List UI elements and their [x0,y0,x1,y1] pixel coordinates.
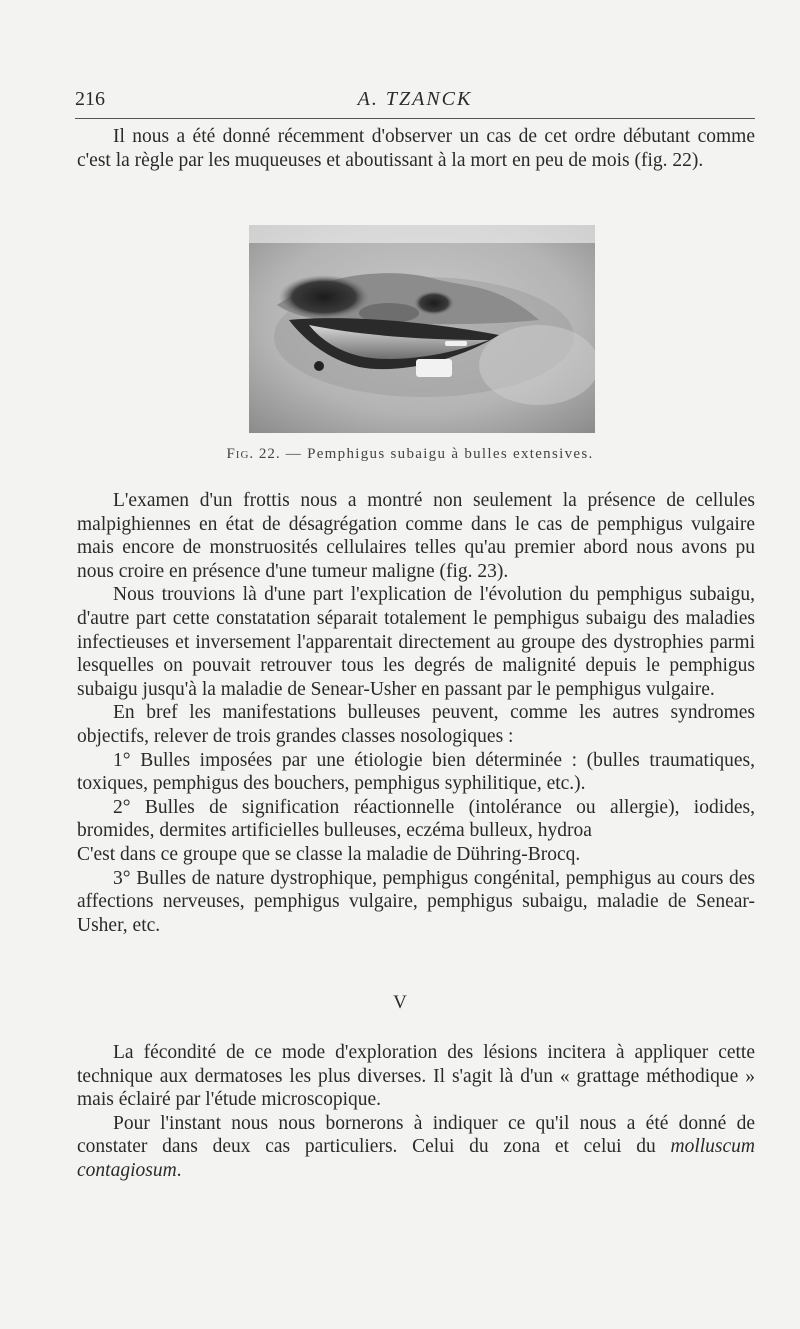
italic-term: molluscum contagiosum [77,1136,755,1181]
paragraph: Nous trouvions là d'une part l'explication de l'évolution du pemphigus subaigu, d'autre part cette constatation séparait totalement le pemphigus subaigu des maladies infectieuses et inversement l'apparentait directement au groupe des dystrophies parmi lesquelles on pouvait retrouver tous les degrés de malignité depuis le pemphigus subaigu jusqu'à la maladie de Senear-Usher en passant par le pemphigus vulgaire. [77,584,755,700]
list-item: 1° Bulles imposées par une étiologie bien déterminée : (bulles traumatiques, toxiques, pemphigus des bouchers, pemphigus syphilitique, etc.). [77,749,755,795]
closing-text [77,1041,755,1183]
caption-dash: — [285,446,303,462]
page-header [75,88,755,119]
paragraph: L'examen d'un frottis nous a montré non seulement la présence de cellules malpighiennes en état de désagrégation comme dans le cas de pemphigus vulgaire mais encore de monstruosités cellulaires telles qu'au premier abord nous avons pu nous croire en présence d'une tumeur maligne (fig. 23). [77,490,755,582]
page-number: 216 [75,88,105,110]
list-item: 3° Bulles de nature dystrophique, pemphigus congénital, pemphigus au cours des affections nerveuses, pemphigus vulgaire, pemphigus subaigu, maladie de Senear-Usher, etc. [77,867,755,936]
figure-photo [249,225,595,433]
running-head: A. TZANCK [357,88,473,110]
paragraph-end: . [176,1159,182,1181]
intro-block [77,125,755,172]
paragraph: La fécondité de ce mode d'exploration des lésions incitera à appliquer cette technique aux dermatoses les plus diverses. Il s'agit là d'un « grattage méthodique » mais éclairé par l'étude microscopique. [77,1042,755,1111]
list-item: 2° Bulles de signification réactionnelle (intolérance ou allergie), iodides, bromides, dermites artificielles bulleuses, eczéma bulleux, hydroa [77,796,755,842]
main-text [77,489,755,937]
figure-label: Fig. 22. [226,446,281,462]
figure-caption [100,446,720,463]
intro-paragraph: Il nous a été donné récemment d'observer un cas de cet ordre débutant comme c'est la règle par les muqueuses et aboutissant à la mort en peu de mois (fig. 22). [77,126,755,171]
section-heading: V [393,992,407,1013]
lip-photograph [249,225,595,433]
paragraph: En bref les manifestations bulleuses peuvent, comme les autres syndromes objectifs, relever de trois grandes classes nosologiques : [77,702,755,747]
caption-text: Pemphigus subaigu à bulles extensives. [307,446,594,462]
paragraph-text: Pour l'instant nous nous bornerons à indiquer ce qu'il nous a été donné de constater dans deux cas particuliers. Celui du zona et celui du [77,1112,755,1158]
paragraph: C'est dans ce groupe que se classe la maladie de Dühring-Brocq. [77,843,581,865]
paragraph [77,1112,755,1183]
